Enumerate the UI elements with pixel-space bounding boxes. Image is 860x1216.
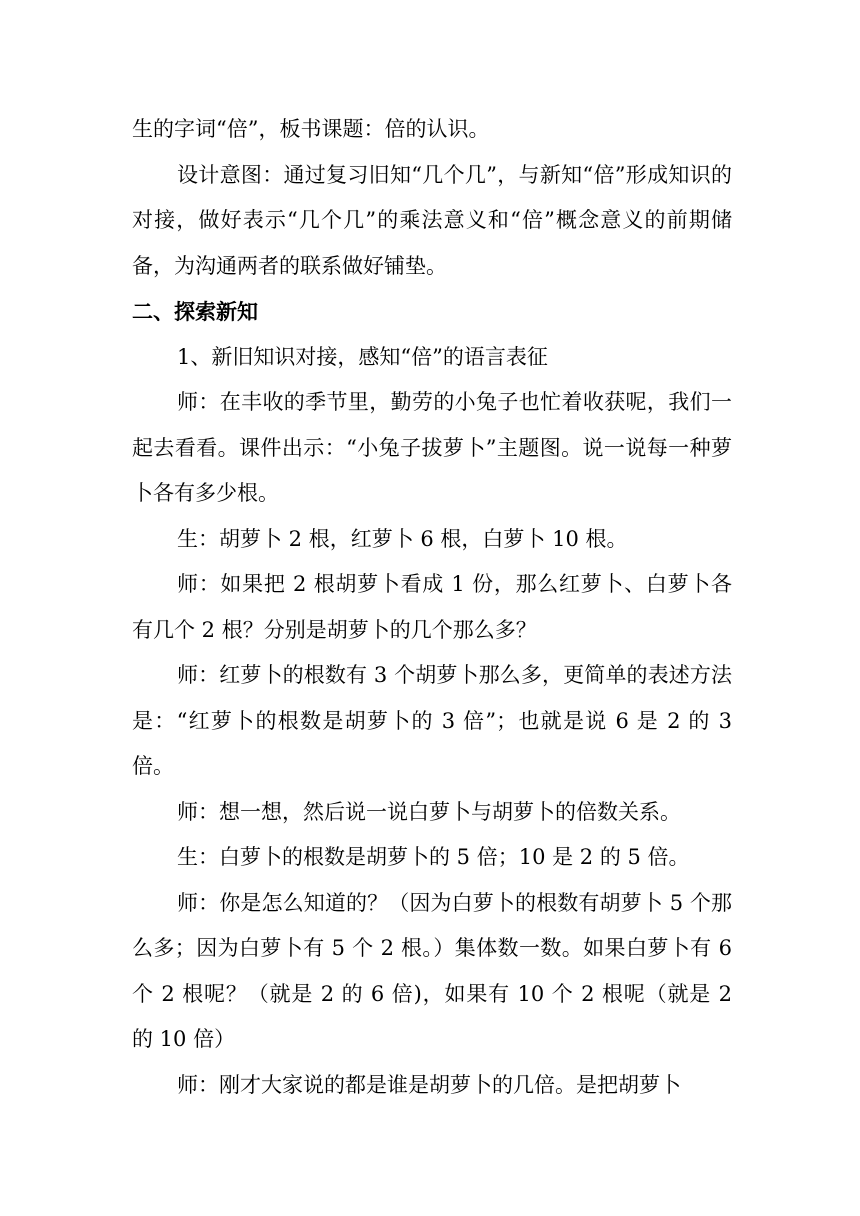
paragraph-student-white-radish: 生：白萝卜的根数是胡萝卜的 5 倍；10 是 2 的 5 倍。 [177,845,690,869]
paragraph-design-intent: 设计意图：通过复习旧知“几个几”，与新知“倍”形成知识的对接，做好表示“几个几”的乘法意义和“倍”概念意义的前期储备，为沟通两者的联系做好铺垫。 [132,162,732,278]
paragraph-teacher-harvest: 师：在丰收的季节里，勤劳的小兔子也忙着收获呢，我们一起去看看。课件出示：“小兔子拔萝卜”主题图。说一说每一种萝卜各有多少根。 [132,390,732,505]
section-heading-explore: 二、探索新知 [132,299,258,324]
paragraph-teacher-one-share: 师：如果把 2 根胡萝卜看成 1 份，那么红萝卜、白萝卜各有几个 2 根？分别是胡萝卜的几个那么多？ [132,572,732,642]
paragraph-intro-continuation: 生的字词“倍”，板书课题：倍的认识。 [132,117,490,141]
paragraph-teacher-think: 师：想一想，然后说一说白萝卜与胡萝卜的倍数关系。 [177,799,681,824]
document-body [132,107,732,1108]
paragraph-teacher-how-know: 师：你是怎么知道的？（因为白萝卜的根数有胡萝卜 5 个那么多；因为白萝卜有 5 个 2 根。）集体数一数。如果白萝卜有 6 个 2 根呢？（就是 2 的 6 倍)，如果有 10 个 2 根呢（就是 2 的 10 倍） [132,890,732,1051]
paragraph-student-counts: 生：胡萝卜 2 根，红萝卜 6 根，白萝卜 10 根。 [177,526,628,551]
subsection-heading-1: 1、新旧知识对接，感知“倍”的语言表征 [177,344,548,369]
paragraph-teacher-red-radish: 师：红萝卜的根数有 3 个胡萝卜那么多，更简单的表述方法是：“红萝卜的根数是胡萝卜的 3 倍”；也就是说 6 是 2 的 3 倍。 [132,663,732,778]
paragraph-teacher-summary: 师：刚才大家说的都是谁是胡萝卜的几倍。是把胡萝卜 [177,1072,681,1097]
